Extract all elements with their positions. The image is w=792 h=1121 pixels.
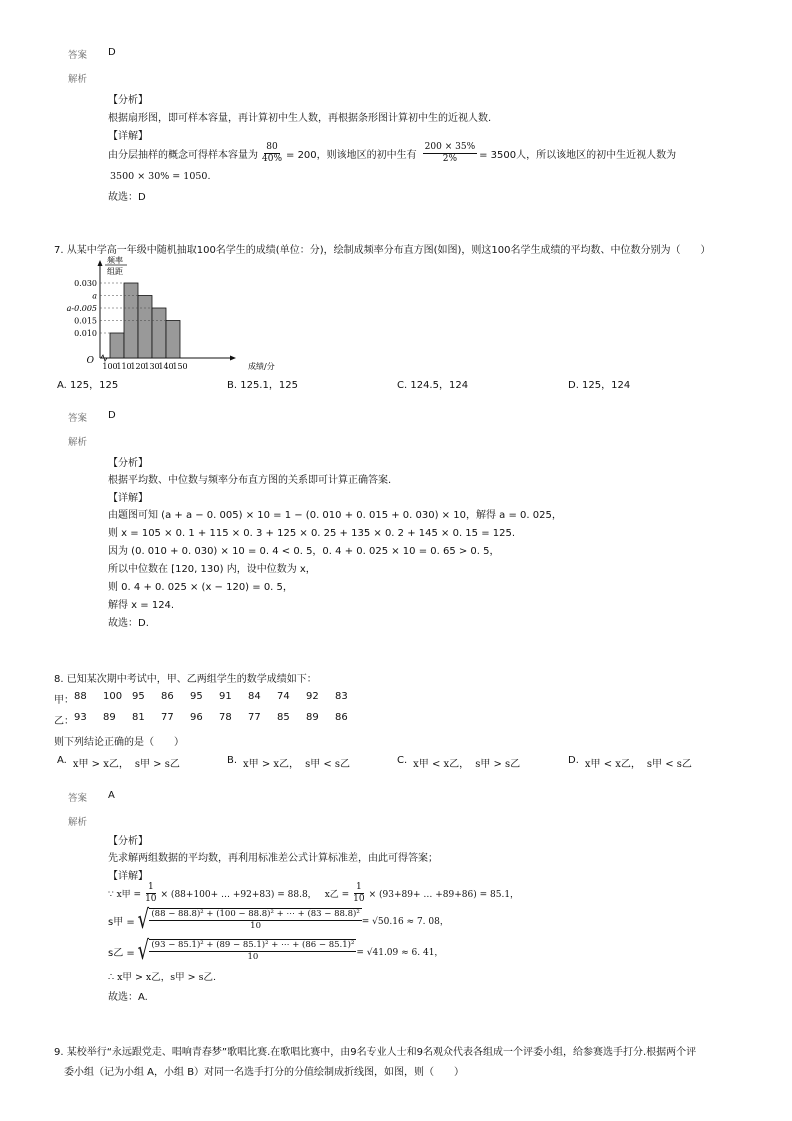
mean-jia-expr: × (88+100+ … +92+83) = 88.8，	[160, 889, 317, 900]
solution-line: 则 0. 4 + 0. 025 × (x − 120) = 0. 5，	[108, 582, 293, 593]
x-tick-label: 150	[172, 362, 188, 371]
analysis-label: 解析	[68, 437, 88, 448]
option-a: A. 125，125	[57, 380, 119, 391]
score-value: 88	[74, 691, 87, 702]
score-value: 91	[219, 691, 232, 702]
x-axis-label: 成绩/分	[248, 362, 275, 371]
histogram-bar	[152, 308, 166, 358]
answer-value: D	[108, 47, 116, 58]
std-jia-result: = √50.16 ≈ 7. 08，	[361, 916, 449, 927]
score-value: 95	[132, 691, 145, 702]
histogram-plot	[67, 255, 275, 371]
x-tick-label: 110	[116, 362, 132, 371]
std-yi-label: s乙 =	[108, 947, 135, 959]
score-value: 84	[248, 691, 261, 702]
option-b: B. 125.1，125	[227, 380, 298, 391]
y-tick-label: a-0.005	[66, 304, 97, 313]
q6-line2: 3500 × 30% = 1050.	[110, 171, 211, 182]
y-label-bottom: 组距	[107, 267, 123, 276]
option-mean-compare: x甲 < x乙，	[413, 759, 470, 770]
score-value: 89	[103, 712, 116, 723]
option-letter: C.	[397, 755, 408, 766]
answer-value: D	[108, 410, 116, 421]
conclusion: 故选：A.	[108, 992, 148, 1003]
score-value: 83	[335, 691, 348, 702]
frequency-histogram	[50, 254, 275, 374]
score-value: 95	[190, 691, 203, 702]
option-letter: D.	[568, 755, 579, 766]
option-c	[397, 755, 520, 770]
score-value: 85	[277, 712, 290, 723]
score-value: 77	[161, 712, 174, 723]
q6-line1-a: 由分层抽样的概念可得样本容量为	[108, 149, 258, 161]
frac-den: 40%	[262, 153, 283, 164]
score-value: 74	[277, 691, 290, 702]
frac-den: 2%	[442, 153, 458, 164]
final-comparison: ∴ x甲 > x乙，s甲 > s乙.	[108, 972, 217, 983]
option-std-compare: s甲 > s乙	[475, 759, 521, 770]
answer-label: 答案	[68, 413, 88, 424]
score-value: 89	[306, 712, 319, 723]
solution-line: 则 x = 105 × 0. 1 + 115 × 0. 3 + 125 × 0. 25 + 135 × 0. 2 + 145 × 0. 15 = 125.	[108, 528, 516, 539]
jia-label: 甲：	[54, 695, 74, 706]
answer-label: 答案	[68, 50, 88, 61]
conclusion: 故选：D	[108, 192, 146, 203]
option-a	[57, 755, 180, 770]
frac-num: 200 × 35%	[424, 141, 476, 152]
option-letter: B.	[227, 755, 238, 766]
jia-scores-row	[54, 691, 364, 706]
question-prompt: 则下列结论正确的是（ ）	[54, 737, 184, 748]
y-label-top: 频率	[107, 256, 123, 265]
solution-line: 解得 x = 124.	[108, 600, 175, 611]
xiangjie-tag: 【详解】	[108, 493, 148, 504]
y-tick-label: a	[92, 291, 97, 301]
conclusion: 故选：D.	[108, 618, 149, 629]
score-value: 78	[219, 712, 232, 723]
score-value: 86	[335, 712, 348, 723]
x-tick-label: 130	[144, 362, 160, 371]
answer-label: 答案	[68, 793, 88, 804]
option-mean-compare: x甲 > x乙，	[72, 759, 129, 770]
y-tick-label: 0.010	[74, 329, 97, 338]
x-tick-label: 120	[130, 362, 146, 371]
sqrt-symbol: √ (88 − 88.8)² + (100 − 88.8)² + ⋯ + (83 − 88.8)² 10	[137, 905, 360, 935]
analysis-label: 解析	[68, 74, 88, 85]
mean-yi-expr: × (93+89+ … +89+86) = 85.1，	[368, 889, 520, 900]
y-tick-label: 0.030	[74, 279, 97, 288]
option-c: C. 124.5，124	[397, 380, 469, 391]
std-jia-formula	[108, 905, 449, 935]
solution-line: 由题图可知 (a + a − 0. 005) × 10 = 1 − (0. 010 + 0. 015 + 0. 030) × 10，解得 a = 0. 025，	[108, 510, 562, 521]
fenxi-tag: 【分析】	[108, 836, 148, 847]
y-axis-arrow	[98, 260, 103, 266]
x-tick-label: 140	[158, 362, 174, 371]
score-value: 81	[132, 712, 145, 723]
mean-formulas	[108, 880, 519, 906]
std-yi-result: = √41.09 ≈ 6. 41，	[356, 947, 444, 958]
score-value: 86	[161, 691, 174, 702]
x-axis-arrow	[230, 356, 236, 361]
fenxi-tag: 【分析】	[108, 458, 148, 469]
option-std-compare: s甲 > s乙	[134, 759, 180, 770]
xiangjie-tag: 【详解】	[108, 131, 148, 142]
solution-line: 因为 (0. 010 + 0. 030) × 10 = 0. 4 < 0. 5，0. 4 + 0. 025 × 10 = 0. 65 > 0. 5，	[108, 546, 500, 557]
score-value: 77	[248, 712, 261, 723]
frac-num: 80	[266, 141, 278, 152]
answer-value: A	[108, 790, 115, 801]
solution-line: 所以中位数在 [120, 130) 内，设中位数为 x，	[108, 564, 316, 575]
question-stem-line1: 9. 某校举行“永远跟党走、唱响青春梦”歌唱比赛.在歌唱比赛中，由9名专业人士和9名观众代表各组成一个评委小组，给参赛选手打分.根据两个评	[54, 1047, 697, 1058]
question-stem: 8. 已知某次期中考试中，甲、乙两组学生的数学成绩如下：	[54, 674, 317, 685]
histogram-bar	[138, 296, 152, 359]
score-value: 93	[74, 712, 87, 723]
option-mean-compare: x甲 < x乙，	[584, 759, 641, 770]
mean-yi-prefix: x乙 =	[324, 889, 350, 900]
std-yi-formula	[108, 936, 443, 966]
histogram-bar	[110, 333, 124, 358]
score-value: 92	[306, 691, 319, 702]
option-std-compare: s甲 < s乙	[305, 759, 351, 770]
fraction-one-tenth: $\frac{1}{10}$	[353, 881, 365, 904]
fraction-junior	[423, 142, 477, 165]
histogram-bar	[124, 283, 138, 358]
fraction-one-tenth: $\frac{1}{10}$	[145, 881, 157, 904]
option-b	[227, 755, 350, 770]
option-d	[568, 755, 692, 770]
xiangjie-tag: 【详解】	[108, 871, 148, 882]
std-jia-label: s甲 =	[108, 916, 135, 928]
fenxi-tag: 【分析】	[108, 95, 148, 106]
option-mean-compare: x甲 > x乙，	[243, 759, 300, 770]
option-d: D. 125，124	[568, 380, 631, 391]
mean-jia-prefix: ∵ x甲 =	[108, 889, 142, 900]
score-value: 96	[190, 712, 203, 723]
fenxi-text: 根据扇形图，即可样本容量，再计算初中生人数，再根据条形图计算初中生的近视人数.	[108, 113, 492, 124]
q6-line1-c: = 3500人，所以该地区的初中生近视人数为	[479, 149, 677, 161]
fraction-sample-size	[260, 142, 284, 165]
fenxi-text: 根据平均数、中位数与频率分布直方图的关系即可计算正确答案.	[108, 475, 392, 486]
option-std-compare: s甲 < s乙	[646, 759, 692, 770]
y-tick-label: 0.015	[74, 316, 97, 326]
q6-line1	[108, 140, 676, 166]
histogram-bar	[166, 321, 180, 359]
question-stem-line2: 委小组（记为小组 A，小组 B）对同一名选手打分的分值绘制成折线图，如图，则（ ）	[64, 1067, 465, 1078]
sqrt-symbol: √ (93 − 85.1)² + (89 − 85.1)² + ⋯ + (86 − 85.1)² 10	[137, 936, 355, 966]
yi-scores-row	[54, 712, 364, 727]
q6-line1-b: = 200，则该地区的初中生有	[286, 149, 417, 161]
question-stem: 7. 从某中学高一年级中随机抽取100名学生的成绩(单位：分)，绘制成频率分布直方图(如图)，则这100名学生成绩的平均数、中位数分别为（ ）	[54, 245, 711, 256]
origin-label: O	[86, 356, 94, 366]
score-value: 100	[103, 691, 123, 702]
x-tick-label: 100	[102, 362, 118, 371]
fenxi-text: 先求解两组数据的平均数，再利用标准差公式计算标准差，由此可得答案；	[108, 853, 438, 864]
yi-label: 乙：	[54, 716, 74, 727]
option-letter: A.	[57, 755, 67, 766]
analysis-label: 解析	[68, 817, 88, 828]
